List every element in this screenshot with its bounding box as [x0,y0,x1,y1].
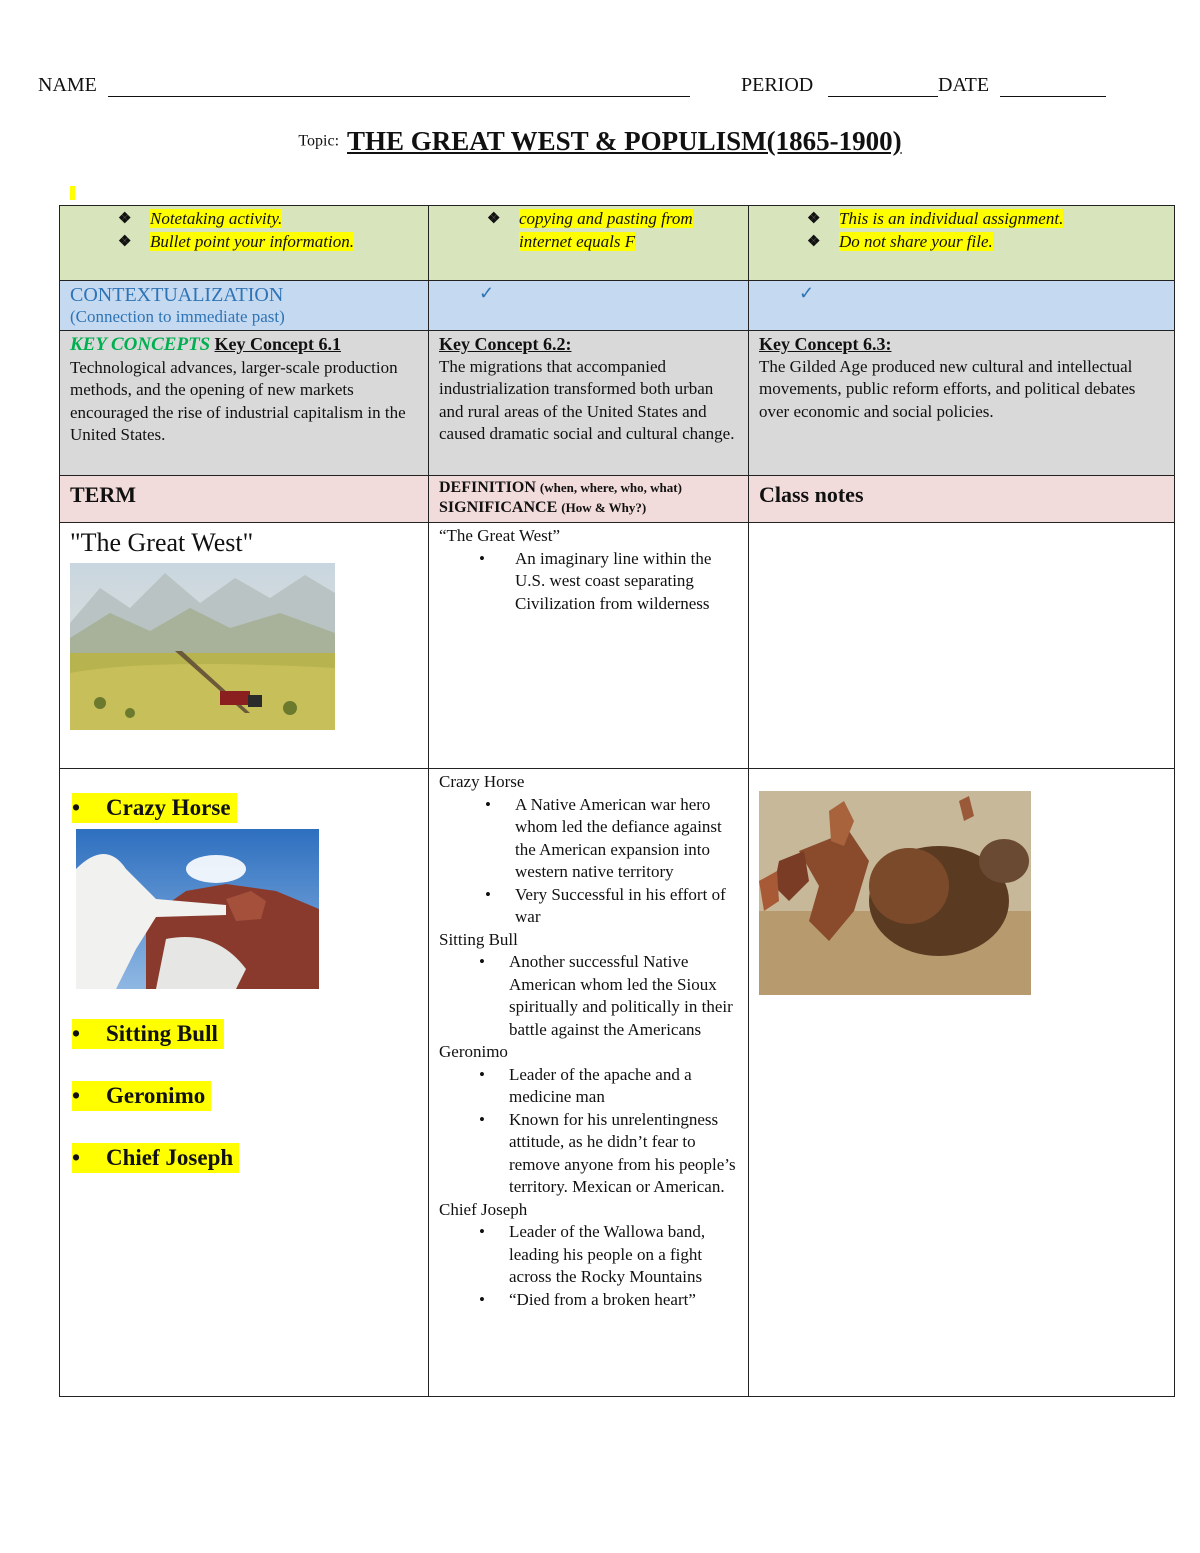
contextualization-check-cell[interactable] [429,281,749,331]
definition-heading: “The Great West” [439,526,561,545]
definition-list [439,548,738,616]
name-label: NAME [38,74,97,96]
list-item: • “Died from a broken heart” [439,1289,738,1312]
key-concept-cell-2 [429,331,749,476]
diamond-bullet-icon: ❖ [118,233,132,250]
instruction-item: ❖ Notetaking activity. [70,208,418,231]
term-crazy-horse: • Crazy Horse [72,793,418,823]
definition-heading: Chief Joseph [439,1199,528,1219]
term-great-west: "The Great West" [70,528,254,557]
notes-header-cell [749,476,1175,523]
date-label: DATE [938,74,990,96]
list-item: • A Native American war hero whom led the defiance against the American expansion into western native territory [445,794,738,884]
column-header-row [60,476,1175,523]
key-concept-2-label: Key Concept 6.2: [439,334,572,354]
notes-cell[interactable] [749,769,1175,1397]
diamond-bullet-icon: ❖ [807,211,821,227]
notes-cell[interactable] [749,523,1175,769]
diamond-bullet-icon: ❖ [807,233,821,250]
key-concept-1-label: Key Concept 6.1 [214,334,341,354]
instructions-cell-2 [429,206,749,281]
contextualization-subtitle: (Connection to immediate past) [70,307,285,326]
contextualization-cell [60,281,429,331]
list-item: • An imaginary line within the U.S. west coast separating Civilization from wilderness [439,548,738,616]
definition-header-cell [429,476,749,523]
instructions-row [60,206,1175,281]
definition-cell [429,523,749,769]
term-sitting-bull: • Sitting Bull [72,1019,418,1049]
definition-list [439,1064,738,1199]
key-concept-cell-3 [749,331,1175,476]
key-concept-cell-1 [60,331,429,476]
instruction-item: ❖ Bullet point your information. [70,231,418,254]
period-label: PERIOD [741,74,814,96]
topic-label: Topic: [298,132,340,150]
term-cell [60,523,429,769]
checkmark-icon: ✓ [799,283,815,303]
definition-list [439,794,738,929]
definition-heading: Sitting Bull [439,929,518,949]
checkmark-icon: ✓ [479,283,495,303]
diamond-bullet-icon: ❖ [487,211,501,227]
definition-cell [429,769,749,1397]
topic-line [0,126,1200,157]
page-title: THE GREAT WEST & POPULISM(1865-1900) [347,126,902,156]
definition-heading: Geronimo [439,1042,508,1061]
definition-list [439,1221,738,1311]
period-blank[interactable] [828,96,938,97]
term-cell [60,769,429,1397]
contextualization-check-cell[interactable] [749,281,1175,331]
list-item: • Leader of the Wallowa band, leading his people on a fight across the Rocky Mountains [439,1221,738,1289]
crazy-horse-memorial-image [76,829,319,989]
instruction-item: ❖ This is an individual assignment. [759,208,1164,231]
definition-header: DEFINITION (when, where, who, what) [439,479,682,496]
key-concept-3-text: The Gilded Age produced new cultural and intellectual movements, public reform efforts, and political debates over economic and social policies. [759,356,1136,421]
instruction-item: ❖ Do not share your file. [759,231,1164,254]
definition-list [439,951,738,1041]
key-concept-2-text: The migrations that accompanied industrialization transformed both urban and rural areas of the United States and caused dramatic social and cultural change. [439,356,735,443]
list-item: • Very Successful in his effort of war [445,884,738,929]
instructions-cell-3 [749,206,1175,281]
class-notes-header: Class notes [759,482,864,507]
list-item: • Another successful Native American whom led the Sioux spiritually and politically in their battle against the Americans [439,951,738,1041]
highlight-mark [70,186,75,200]
term-geronimo: • Geronimo [72,1081,418,1111]
definition-heading: Crazy Horse [439,772,525,791]
contextualization-title: CONTEXTUALIZATION [70,284,284,306]
list-item: • Known for his unrelentingness attitude, as he didn’t fear to remove anyone from his people’s territory. Mexican or American. [439,1109,738,1199]
list-item: • Leader of the apache and a medicine man [439,1064,738,1109]
student-info-line [38,74,1118,104]
diamond-bullet-icon: ❖ [118,211,132,227]
buffalo-hunt-painting-image [759,791,1031,995]
railroad-landscape-image [70,563,335,730]
contextualization-row [60,281,1175,331]
key-concepts-label: KEY CONCEPTS [70,334,211,355]
table-row [60,769,1175,1397]
significance-header: SIGNIFICANCE (How & Why?) [439,499,647,516]
key-concept-3-label: Key Concept 6.3: [759,334,892,354]
instruction-item: ❖ copying and pasting from internet equals F [487,209,693,251]
notes-table [59,205,1175,1397]
key-concepts-row [60,331,1175,476]
term-header-cell [60,476,429,523]
instructions-cell-1 [60,206,429,281]
key-concept-1-text: Technological advances, larger-scale production methods, and the opening of new markets encouraged the rise of industrial capitalism in the United States. [70,357,406,444]
term-chief-joseph: • Chief Joseph [72,1143,418,1173]
name-blank[interactable] [108,96,690,97]
table-row [60,523,1175,769]
date-blank[interactable] [1000,96,1106,97]
term-header: TERM [70,482,136,507]
